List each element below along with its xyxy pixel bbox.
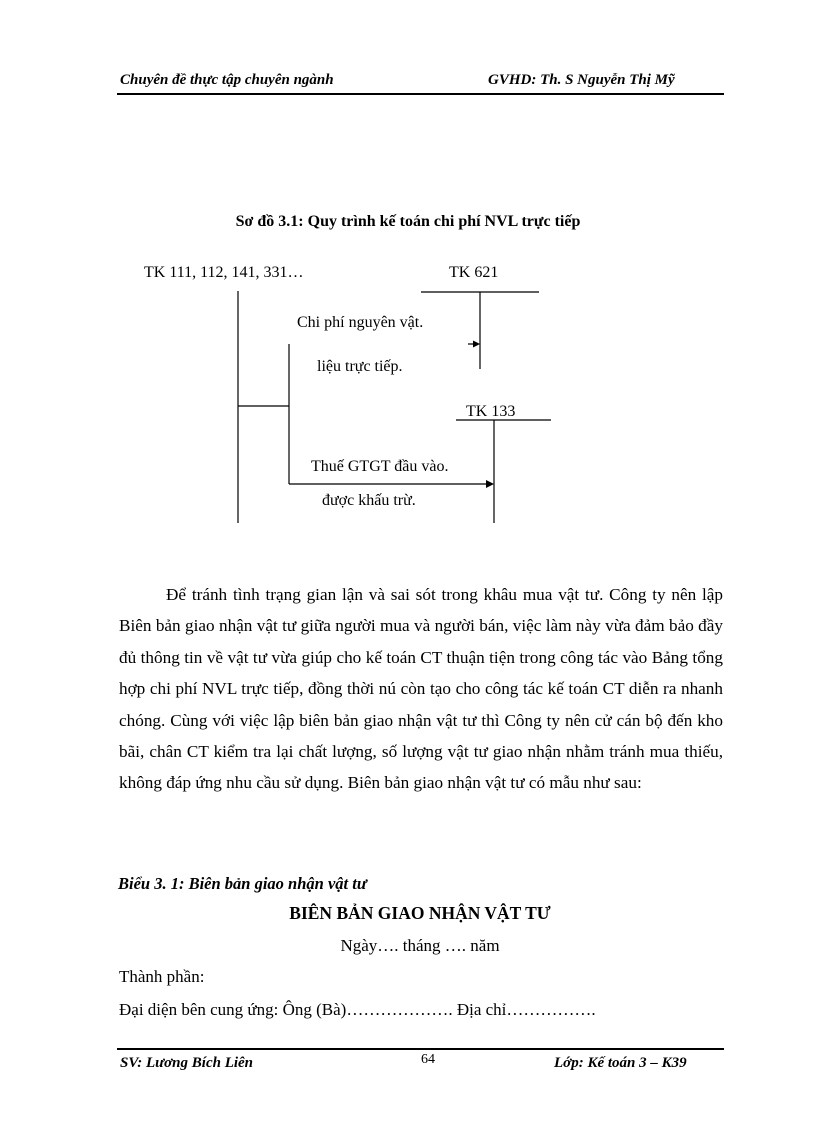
form-title: BIÊN BẢN GIAO NHẬN VẬT TƯ	[289, 903, 551, 923]
diagram-lines	[0, 0, 816, 560]
account-133-label: TK 133	[466, 403, 516, 420]
form-members-label: Thành phần:	[119, 967, 205, 986]
footer-class-info: Lớp: Kế toán 3 – K39	[554, 1055, 687, 1071]
header-right: GVHD: Th. S Nguyễn Thị Mỹ	[488, 72, 675, 88]
flow-2-arrowhead	[486, 480, 494, 488]
page-number: 64	[421, 1052, 435, 1067]
header-left: Chuyên đề thực tập chuyên ngành	[120, 72, 334, 88]
form-date-line: Ngày…. tháng …. năm	[340, 936, 500, 955]
form-caption: Biểu 3. 1: Biên bản giao nhận vật tư	[118, 874, 367, 893]
flow-2-label-line-1: Thuế GTGT đầu vào.	[311, 458, 449, 475]
footer-student: SV: Lương Bích Liên	[120, 1055, 254, 1071]
flow-2-label-line-2: được khấu trừ.	[322, 492, 416, 509]
diagram-title: Sơ đồ 3.1: Quy trình kế toán chi phí NVL trực tiếp	[235, 213, 581, 230]
source-accounts-label: TK 111, 112, 141, 331…	[144, 264, 304, 281]
body-paragraph	[119, 579, 723, 799]
account-621-label: TK 621	[449, 264, 499, 281]
body-paragraph-text: Để tránh tình trạng gian lận và sai sót trong khâu mua vật tư. Công ty nên lập Biên bản giao nhận vật tư giữa người mua và người bán, việc làm này vừa đảm bảo đầy đủ thông tin về vật tư vừa giúp cho kế toán CT thuận tiện trong công tác vào Bảng tổng hợp chi phí NVL trực tiếp, đồng thời nú còn tạo cho công tác kế toán CT diễn ra nhanh chóng. Cùng với việc lập biên bản giao nhận vật tư thì Công ty nên cử cán bộ đến kho bãi, chân CT kiểm tra lại chất lượng, số lượng vật tư giao nhận nhằm tránh mua thiếu, không đáp ứng nhu cầu sử dụng. Biên bản giao nhận vật tư có mẫu như sau:	[119, 585, 723, 793]
flow-1-label-line-2: liệu trực tiếp.	[317, 358, 403, 375]
flow-1-label-line-1: Chi phí nguyên vật.	[297, 314, 424, 331]
flow-1-arrowhead	[473, 341, 480, 348]
form-supplier-line: Đại diện bên cung ứng: Ông (Bà)………………. Địa chỉ…………….	[119, 1000, 596, 1019]
footer-rule	[117, 1048, 724, 1050]
